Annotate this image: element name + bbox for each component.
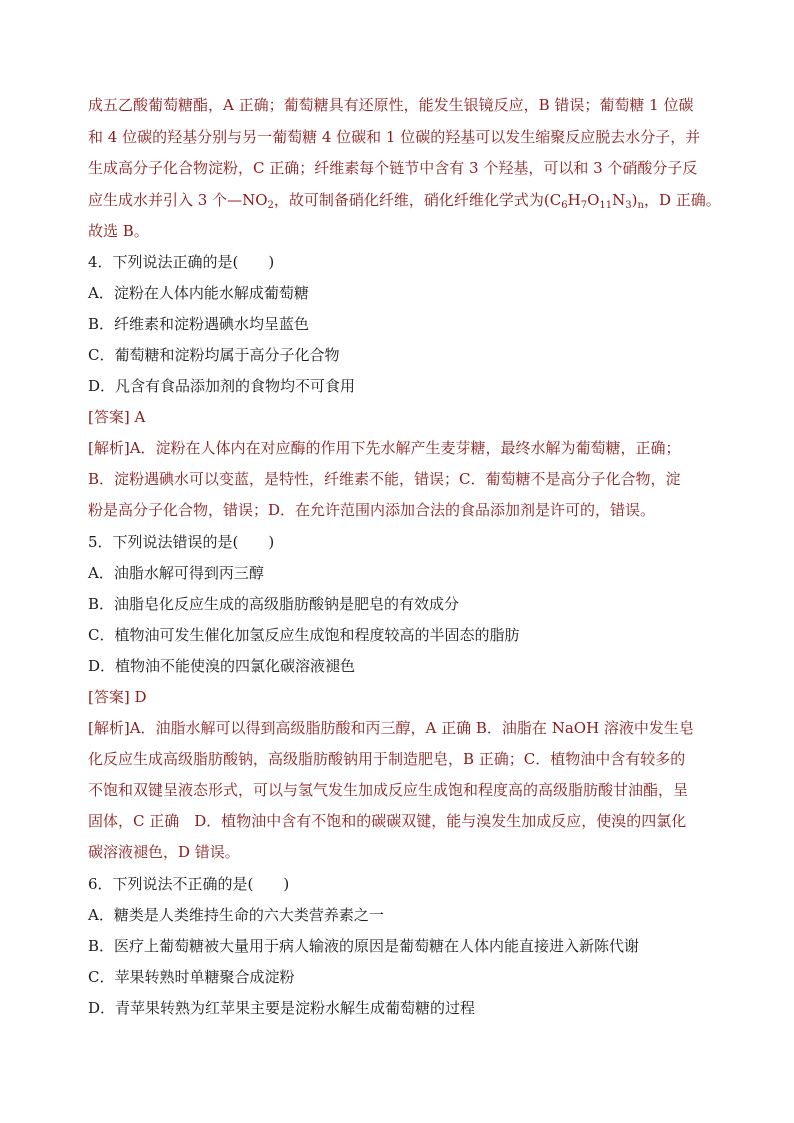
- analysis-line: [解析]A．淀粉在人体内在对应酶的作用下先水解产生麦芽糖，最终水解为葡萄糖，正确；: [88, 439, 681, 457]
- analysis-line: 不饱和双键呈液态形式，可以与氢气发生加成反应生成饱和程度高的高级脂肪酸甘油酯，呈: [88, 781, 689, 799]
- question-option: D．凡含有食品添加剂的食物均不可食用: [88, 377, 356, 395]
- question-stem: 5．下列说法错误的是( ): [88, 533, 275, 551]
- question-stem: 4．下列说法正确的是( ): [88, 253, 275, 271]
- question-option: C．苹果转熟时单糖聚合成淀粉: [88, 968, 295, 986]
- answer-label: [答案] A: [88, 408, 146, 426]
- analysis-line: 固体，C 正确 D．植物油中含有不饱和的碳碳双键，能与溴发生加成反应，使溴的四氯化: [88, 812, 687, 830]
- answer-label: [答案] D: [88, 688, 147, 706]
- question-option: B．油脂皂化反应生成的高级脂肪酸钠是肥皂的有效成分: [88, 595, 460, 613]
- question-stem: 6．下列说法不正确的是( ): [88, 875, 290, 893]
- question-option: B．纤维素和淀粉遇碘水均呈蓝色: [88, 315, 310, 333]
- analysis-line: 和 4 位碳的羟基分别与另一葡萄糖 4 位碳和 1 位碳的羟基可以发生缩聚反应脱去水分子，并: [88, 128, 701, 146]
- question-option: A．淀粉在人体内能水解成葡萄糖: [88, 284, 309, 302]
- analysis-line-formula: 应生成水并引入 3 个$—NO_2$，故可制备硝化纤维，硝化纤维化学式为$(C_6H_7O_{11}N_3)_n$，D 正确。: [88, 191, 721, 211]
- question-option: C．葡萄糖和淀粉均属于高分子化合物: [88, 346, 340, 364]
- question-option: D．青苹果转熟为红苹果主要是淀粉水解生成葡萄糖的过程: [88, 999, 476, 1017]
- question-option: D．植物油不能使溴的四氯化碳溶液褪色: [88, 657, 356, 675]
- analysis-line: 粉是高分子化合物，错误；D．在允许范围内添加合法的食品添加剂是许可的，错误。: [88, 501, 656, 519]
- question-option: A．油脂水解可得到丙三醇: [88, 564, 264, 582]
- analysis-line: [解析]A．油脂水解可以得到高级脂肪酸和丙三醇，A 正确 B．油脂在 NaOH 溶液中发生皂: [88, 719, 694, 737]
- analysis-line: 成五乙酸葡萄糖酯，A 正确；葡萄糖具有还原性，能发生银镜反应，B 错误；葡萄糖 1 位碳: [88, 96, 694, 114]
- analysis-line: 碳溶液褪色，D 错误。: [88, 843, 240, 861]
- analysis-line: 生成高分子化合物淀粉，C 正确；纤维素每个链节中含有 3 个羟基，可以和 3 个硝酸分子反: [88, 159, 698, 177]
- analysis-line: B．淀粉遇碘水可以变蓝，是特性，纤维素不能，错误；C．葡萄糖不是高分子化合物，淀: [88, 470, 681, 488]
- question-option: C．植物油可发生催化加氢反应生成饱和程度较高的半固态的脂肪: [88, 626, 520, 644]
- question-option: A．糖类是人类维持生命的六大类营养素之一: [88, 906, 384, 924]
- question-option: B．医疗上葡萄糖被大量用于病人输液的原因是葡萄糖在人体内能直接进入新陈代谢: [88, 937, 640, 955]
- analysis-line: 故选 B。: [88, 222, 149, 240]
- analysis-line: 化反应生成高级脂肪酸钠，高级脂肪酸钠用于制造肥皂，B 正确；C．植物油中含有较多的: [88, 750, 686, 768]
